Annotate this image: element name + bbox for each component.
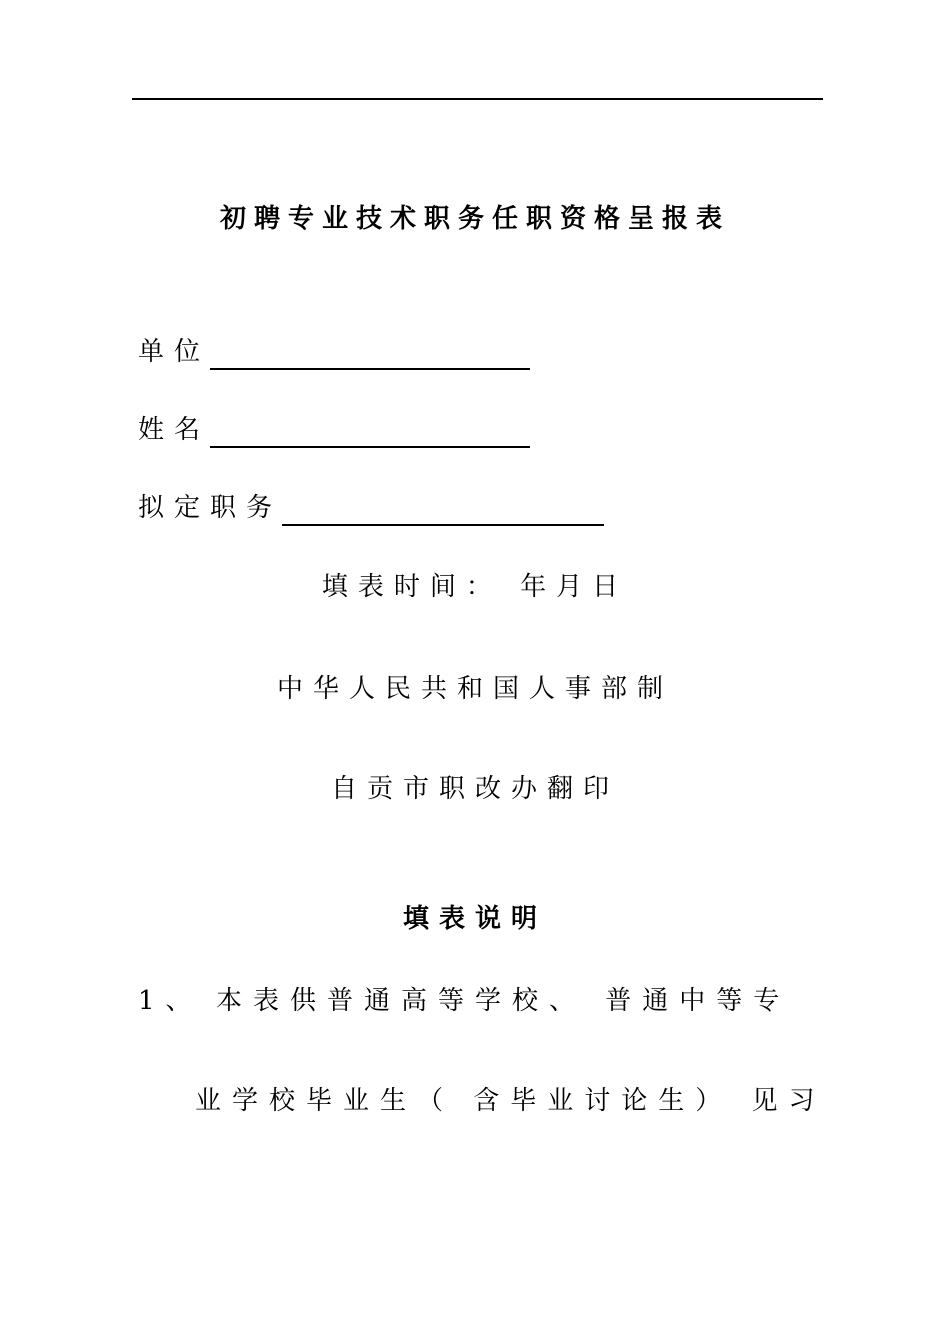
fill-date: 填表时间： 年月日	[321, 572, 629, 602]
unit-field	[138, 332, 530, 372]
name-field	[138, 410, 530, 450]
issuer-line: 中华人民共和国人事部制	[276, 674, 673, 704]
note-item-1-line-1: 本表供普通高等学校、 普通中等专	[216, 986, 791, 1016]
header-rule	[132, 98, 823, 100]
unit-field-label: 单位	[138, 337, 211, 367]
note-item-1-number	[138, 980, 203, 1017]
note-item-1-line-2: 业学校毕业生（ 含毕业讨论生） 见习	[195, 1086, 826, 1116]
name-field-blank[interactable]	[210, 446, 530, 448]
unit-field-blank[interactable]	[210, 368, 530, 370]
name-field-label: 姓名	[138, 415, 211, 445]
position-field-label: 拟定职务	[138, 493, 283, 523]
reprinter-line: 自贡市职改办翻印	[330, 774, 619, 804]
position-field-blank[interactable]	[282, 524, 604, 526]
note-number: 1、	[138, 986, 203, 1016]
notes-heading: 填表说明	[402, 904, 547, 934]
position-field	[138, 488, 604, 528]
document-title: 初聘专业技术职务任职资格呈报表	[219, 204, 730, 234]
